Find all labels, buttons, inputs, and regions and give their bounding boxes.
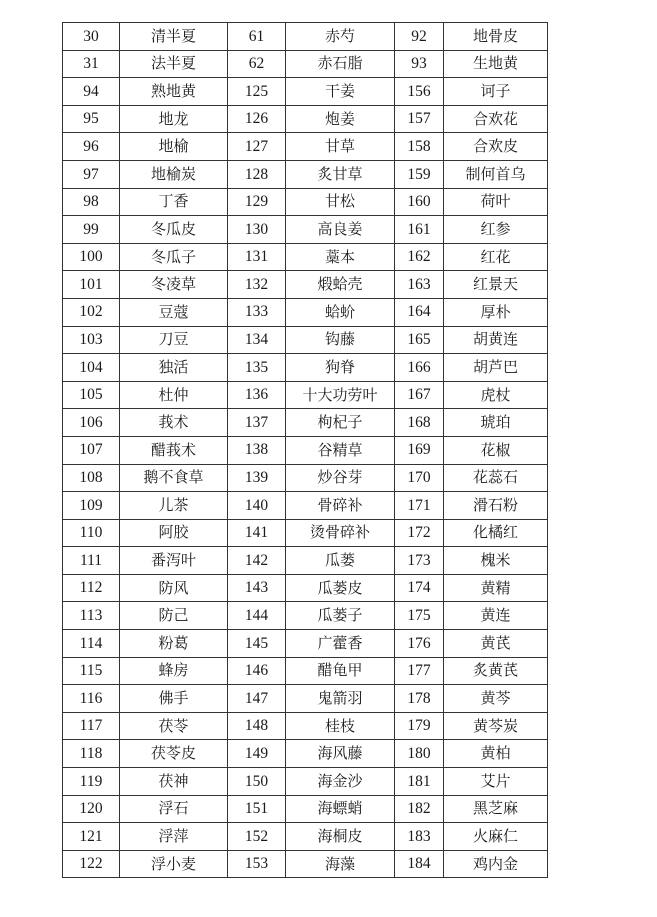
herb-number-cell: 163 bbox=[395, 271, 444, 299]
herb-name-cell: 海螵蛸 bbox=[286, 795, 395, 823]
herb-number-cell: 94 bbox=[63, 78, 120, 106]
herb-number-cell: 136 bbox=[228, 381, 286, 409]
herb-number-cell: 177 bbox=[395, 657, 444, 685]
herb-number-cell: 61 bbox=[228, 23, 286, 51]
herb-name-cell: 醋龟甲 bbox=[286, 657, 395, 685]
table-row bbox=[63, 768, 548, 796]
herb-name-cell: 冬瓜子 bbox=[120, 243, 228, 271]
herb-number-cell: 181 bbox=[395, 768, 444, 796]
herb-number-cell: 108 bbox=[63, 464, 120, 492]
herb-number-cell: 172 bbox=[395, 519, 444, 547]
herb-name-cell: 胡芦巴 bbox=[444, 354, 548, 382]
herb-name-cell: 赤芍 bbox=[286, 23, 395, 51]
herb-name-cell: 荷叶 bbox=[444, 188, 548, 216]
herb-name-cell: 炒谷芽 bbox=[286, 464, 395, 492]
table-row bbox=[63, 105, 548, 133]
herb-name-cell: 合欢皮 bbox=[444, 133, 548, 161]
herb-number-cell: 166 bbox=[395, 354, 444, 382]
herb-number-cell: 175 bbox=[395, 602, 444, 630]
herb-name-cell: 诃子 bbox=[444, 78, 548, 106]
table-row bbox=[63, 271, 548, 299]
herb-name-cell: 瓜蒌 bbox=[286, 547, 395, 575]
table-row bbox=[63, 326, 548, 354]
herb-name-cell: 生地黄 bbox=[444, 50, 548, 78]
herb-name-cell: 琥珀 bbox=[444, 409, 548, 437]
herb-number-cell: 129 bbox=[228, 188, 286, 216]
herb-name-cell: 法半夏 bbox=[120, 50, 228, 78]
herb-name-cell: 地榆炭 bbox=[120, 160, 228, 188]
herb-number-cell: 139 bbox=[228, 464, 286, 492]
herb-name-cell: 冬凌草 bbox=[120, 271, 228, 299]
herb-name-cell: 蛤蚧 bbox=[286, 298, 395, 326]
table-row bbox=[63, 795, 548, 823]
table-row bbox=[63, 78, 548, 106]
herb-name-cell: 鸡内金 bbox=[444, 850, 548, 878]
herb-number-cell: 112 bbox=[63, 574, 120, 602]
herb-number-cell: 161 bbox=[395, 216, 444, 244]
herb-name-cell: 化橘红 bbox=[444, 519, 548, 547]
herb-name-cell: 钩藤 bbox=[286, 326, 395, 354]
herb-number-cell: 98 bbox=[63, 188, 120, 216]
herb-number-cell: 122 bbox=[63, 850, 120, 878]
herb-name-cell: 海桐皮 bbox=[286, 823, 395, 851]
herb-name-cell: 炙黄芪 bbox=[444, 657, 548, 685]
table-row bbox=[63, 602, 548, 630]
herb-name-cell: 火麻仁 bbox=[444, 823, 548, 851]
herb-number-cell: 183 bbox=[395, 823, 444, 851]
herb-number-cell: 121 bbox=[63, 823, 120, 851]
herb-number-cell: 137 bbox=[228, 409, 286, 437]
herb-number-cell: 165 bbox=[395, 326, 444, 354]
herb-number-cell: 110 bbox=[63, 519, 120, 547]
table-row bbox=[63, 630, 548, 658]
herb-name-cell: 儿茶 bbox=[120, 492, 228, 520]
herb-number-cell: 107 bbox=[63, 436, 120, 464]
herb-name-cell: 滑石粉 bbox=[444, 492, 548, 520]
herb-name-cell: 十大功劳叶 bbox=[286, 381, 395, 409]
herb-number-cell: 62 bbox=[228, 50, 286, 78]
herb-number-cell: 180 bbox=[395, 740, 444, 768]
herb-number-cell: 160 bbox=[395, 188, 444, 216]
herb-number-cell: 118 bbox=[63, 740, 120, 768]
herb-name-cell: 枸杞子 bbox=[286, 409, 395, 437]
herb-number-cell: 102 bbox=[63, 298, 120, 326]
herb-number-cell: 162 bbox=[395, 243, 444, 271]
herb-number-cell: 134 bbox=[228, 326, 286, 354]
herb-number-cell: 92 bbox=[395, 23, 444, 51]
herb-number-cell: 144 bbox=[228, 602, 286, 630]
table-row bbox=[63, 298, 548, 326]
herb-number-cell: 120 bbox=[63, 795, 120, 823]
herb-name-cell: 桂枝 bbox=[286, 712, 395, 740]
table-row bbox=[63, 409, 548, 437]
table-row bbox=[63, 685, 548, 713]
herb-name-cell: 番泻叶 bbox=[120, 547, 228, 575]
herb-name-cell: 甘草 bbox=[286, 133, 395, 161]
table-row bbox=[63, 850, 548, 878]
herb-number-cell: 131 bbox=[228, 243, 286, 271]
herb-number-cell: 179 bbox=[395, 712, 444, 740]
herb-name-cell: 瓜蒌皮 bbox=[286, 574, 395, 602]
herb-number-cell: 117 bbox=[63, 712, 120, 740]
herb-number-cell: 106 bbox=[63, 409, 120, 437]
herb-name-cell: 红参 bbox=[444, 216, 548, 244]
herb-number-cell: 174 bbox=[395, 574, 444, 602]
herb-name-cell: 浮萍 bbox=[120, 823, 228, 851]
herb-number-cell: 128 bbox=[228, 160, 286, 188]
herb-number-cell: 152 bbox=[228, 823, 286, 851]
herb-name-cell: 煅蛤壳 bbox=[286, 271, 395, 299]
herb-number-cell: 138 bbox=[228, 436, 286, 464]
herb-name-cell: 花椒 bbox=[444, 436, 548, 464]
herb-number-cell: 99 bbox=[63, 216, 120, 244]
herb-name-cell: 茯苓皮 bbox=[120, 740, 228, 768]
herb-name-cell: 地龙 bbox=[120, 105, 228, 133]
herb-name-cell: 槐米 bbox=[444, 547, 548, 575]
herb-name-cell: 干姜 bbox=[286, 78, 395, 106]
table-row bbox=[63, 492, 548, 520]
herb-number-cell: 148 bbox=[228, 712, 286, 740]
herb-number-cell: 141 bbox=[228, 519, 286, 547]
herb-name-cell: 蜂房 bbox=[120, 657, 228, 685]
herb-number-cell: 156 bbox=[395, 78, 444, 106]
herb-name-cell: 烫骨碎补 bbox=[286, 519, 395, 547]
herb-number-cell: 149 bbox=[228, 740, 286, 768]
herb-name-cell: 海藻 bbox=[286, 850, 395, 878]
table-row bbox=[63, 436, 548, 464]
herb-name-cell: 制何首乌 bbox=[444, 160, 548, 188]
herb-number-cell: 93 bbox=[395, 50, 444, 78]
herb-name-cell: 藁本 bbox=[286, 243, 395, 271]
herb-name-cell: 莪术 bbox=[120, 409, 228, 437]
herb-number-cell: 159 bbox=[395, 160, 444, 188]
herb-name-cell: 黄精 bbox=[444, 574, 548, 602]
table-row bbox=[63, 133, 548, 161]
herb-name-cell: 海金沙 bbox=[286, 768, 395, 796]
herb-number-cell: 111 bbox=[63, 547, 120, 575]
herb-number-cell: 103 bbox=[63, 326, 120, 354]
herb-number-cell: 142 bbox=[228, 547, 286, 575]
herb-number-cell: 30 bbox=[63, 23, 120, 51]
herb-number-cell: 105 bbox=[63, 381, 120, 409]
table-row bbox=[63, 712, 548, 740]
table-row bbox=[63, 50, 548, 78]
herb-list-table bbox=[62, 22, 548, 878]
herb-name-cell: 黑芝麻 bbox=[444, 795, 548, 823]
herb-name-cell: 谷精草 bbox=[286, 436, 395, 464]
herb-number-cell: 31 bbox=[63, 50, 120, 78]
herb-name-cell: 炮姜 bbox=[286, 105, 395, 133]
herb-name-cell: 冬瓜皮 bbox=[120, 216, 228, 244]
herb-name-cell: 黄连 bbox=[444, 602, 548, 630]
herb-name-cell: 黄芩 bbox=[444, 685, 548, 713]
herb-name-cell: 甘松 bbox=[286, 188, 395, 216]
herb-number-cell: 178 bbox=[395, 685, 444, 713]
table-row bbox=[63, 740, 548, 768]
herb-number-cell: 169 bbox=[395, 436, 444, 464]
herb-name-cell: 海风藤 bbox=[286, 740, 395, 768]
herb-name-cell: 赤石脂 bbox=[286, 50, 395, 78]
herb-number-cell: 133 bbox=[228, 298, 286, 326]
table-row bbox=[63, 23, 548, 51]
herb-number-cell: 119 bbox=[63, 768, 120, 796]
herb-name-cell: 豆蔻 bbox=[120, 298, 228, 326]
herb-number-cell: 109 bbox=[63, 492, 120, 520]
herb-number-cell: 145 bbox=[228, 630, 286, 658]
herb-name-cell: 阿胶 bbox=[120, 519, 228, 547]
herb-name-cell: 杜仲 bbox=[120, 381, 228, 409]
herb-name-cell: 浮小麦 bbox=[120, 850, 228, 878]
herb-number-cell: 176 bbox=[395, 630, 444, 658]
herb-name-cell: 黄芩炭 bbox=[444, 712, 548, 740]
herb-name-cell: 防己 bbox=[120, 602, 228, 630]
herb-name-cell: 厚朴 bbox=[444, 298, 548, 326]
herb-name-cell: 炙甘草 bbox=[286, 160, 395, 188]
herb-name-cell: 红景天 bbox=[444, 271, 548, 299]
herb-name-cell: 高良姜 bbox=[286, 216, 395, 244]
herb-name-cell: 清半夏 bbox=[120, 23, 228, 51]
herb-number-cell: 116 bbox=[63, 685, 120, 713]
herb-number-cell: 135 bbox=[228, 354, 286, 382]
herb-name-cell: 广藿香 bbox=[286, 630, 395, 658]
herb-number-cell: 126 bbox=[228, 105, 286, 133]
herb-name-cell: 艾片 bbox=[444, 768, 548, 796]
herb-number-cell: 147 bbox=[228, 685, 286, 713]
herb-number-cell: 151 bbox=[228, 795, 286, 823]
table-row bbox=[63, 464, 548, 492]
table-row bbox=[63, 547, 548, 575]
herb-name-cell: 浮石 bbox=[120, 795, 228, 823]
herb-name-cell: 茯苓 bbox=[120, 712, 228, 740]
herb-number-cell: 171 bbox=[395, 492, 444, 520]
table-row bbox=[63, 381, 548, 409]
herb-number-cell: 115 bbox=[63, 657, 120, 685]
herb-number-cell: 173 bbox=[395, 547, 444, 575]
herb-name-cell: 骨碎补 bbox=[286, 492, 395, 520]
herb-number-cell: 153 bbox=[228, 850, 286, 878]
herb-number-cell: 104 bbox=[63, 354, 120, 382]
table-row bbox=[63, 216, 548, 244]
herb-number-cell: 182 bbox=[395, 795, 444, 823]
herb-number-cell: 170 bbox=[395, 464, 444, 492]
table-row bbox=[63, 657, 548, 685]
herb-number-cell: 125 bbox=[228, 78, 286, 106]
herb-number-cell: 184 bbox=[395, 850, 444, 878]
herb-number-cell: 100 bbox=[63, 243, 120, 271]
herb-name-cell: 地榆 bbox=[120, 133, 228, 161]
table-row bbox=[63, 519, 548, 547]
herb-number-cell: 95 bbox=[63, 105, 120, 133]
herb-name-cell: 鬼箭羽 bbox=[286, 685, 395, 713]
herb-name-cell: 黄芪 bbox=[444, 630, 548, 658]
table-row bbox=[63, 160, 548, 188]
herb-name-cell: 鹅不食草 bbox=[120, 464, 228, 492]
herb-number-cell: 167 bbox=[395, 381, 444, 409]
herb-name-cell: 狗脊 bbox=[286, 354, 395, 382]
herb-number-cell: 164 bbox=[395, 298, 444, 326]
herb-number-cell: 132 bbox=[228, 271, 286, 299]
herb-number-cell: 150 bbox=[228, 768, 286, 796]
herb-name-cell: 佛手 bbox=[120, 685, 228, 713]
herb-name-cell: 熟地黄 bbox=[120, 78, 228, 106]
table-row bbox=[63, 354, 548, 382]
herb-number-cell: 127 bbox=[228, 133, 286, 161]
herb-number-cell: 143 bbox=[228, 574, 286, 602]
table-row bbox=[63, 188, 548, 216]
herb-table-body bbox=[63, 23, 548, 878]
herb-name-cell: 防风 bbox=[120, 574, 228, 602]
herb-name-cell: 醋莪术 bbox=[120, 436, 228, 464]
herb-number-cell: 114 bbox=[63, 630, 120, 658]
herb-name-cell: 独活 bbox=[120, 354, 228, 382]
herb-number-cell: 158 bbox=[395, 133, 444, 161]
herb-number-cell: 168 bbox=[395, 409, 444, 437]
table-row bbox=[63, 243, 548, 271]
herb-name-cell: 花蕊石 bbox=[444, 464, 548, 492]
herb-number-cell: 96 bbox=[63, 133, 120, 161]
herb-number-cell: 101 bbox=[63, 271, 120, 299]
herb-name-cell: 刀豆 bbox=[120, 326, 228, 354]
herb-number-cell: 157 bbox=[395, 105, 444, 133]
herb-number-cell: 140 bbox=[228, 492, 286, 520]
herb-name-cell: 胡黄连 bbox=[444, 326, 548, 354]
herb-number-cell: 97 bbox=[63, 160, 120, 188]
herb-name-cell: 地骨皮 bbox=[444, 23, 548, 51]
herb-name-cell: 丁香 bbox=[120, 188, 228, 216]
table-row bbox=[63, 574, 548, 602]
herb-name-cell: 茯神 bbox=[120, 768, 228, 796]
table-row bbox=[63, 823, 548, 851]
herb-name-cell: 黄柏 bbox=[444, 740, 548, 768]
herb-name-cell: 虎杖 bbox=[444, 381, 548, 409]
herb-name-cell: 合欢花 bbox=[444, 105, 548, 133]
herb-number-cell: 146 bbox=[228, 657, 286, 685]
herb-name-cell: 红花 bbox=[444, 243, 548, 271]
herb-number-cell: 130 bbox=[228, 216, 286, 244]
herb-number-cell: 113 bbox=[63, 602, 120, 630]
herb-name-cell: 瓜蒌子 bbox=[286, 602, 395, 630]
herb-name-cell: 粉葛 bbox=[120, 630, 228, 658]
